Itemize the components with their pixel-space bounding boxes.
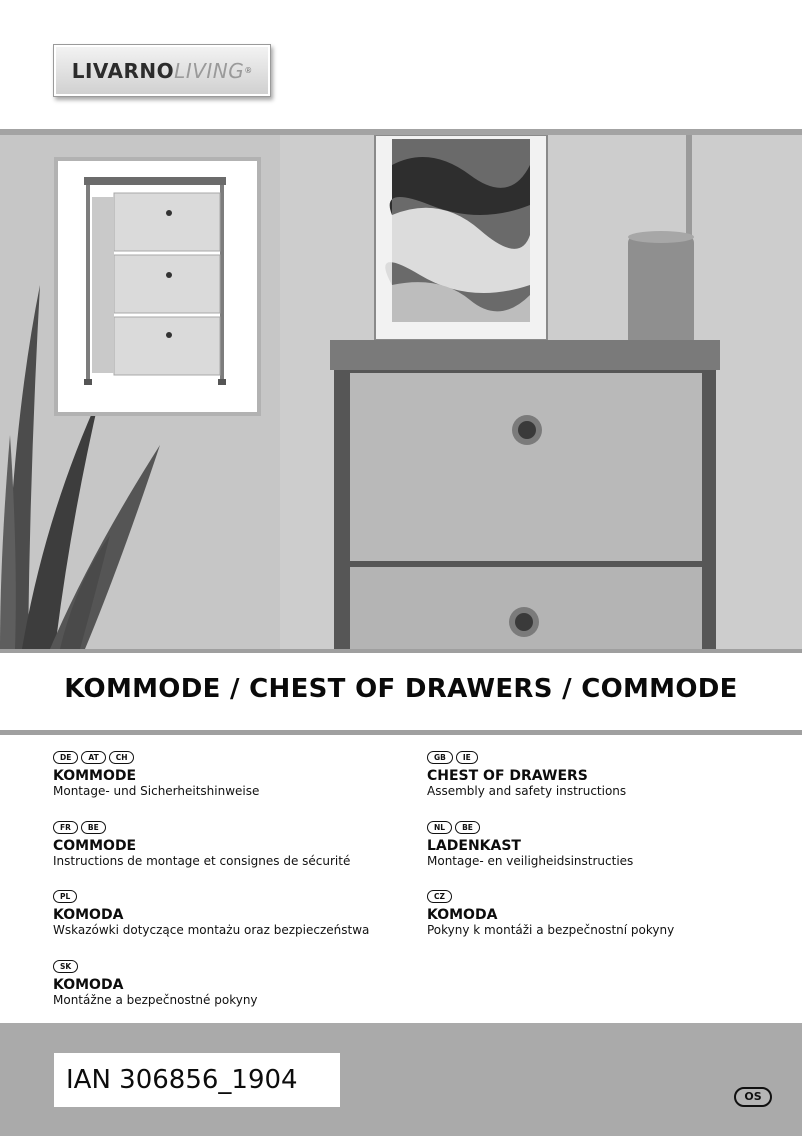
lang-block-cz [427, 890, 674, 938]
logo-secondary-text: LIVING [174, 58, 245, 83]
country-codes [427, 890, 674, 904]
lang-block-pl [53, 890, 369, 938]
country-code-badge: CH [109, 751, 135, 764]
product-name: CHEST OF DRAWERS [427, 768, 588, 784]
drawer-unit-illustration [58, 161, 257, 412]
country-code-badge: DE [53, 751, 78, 764]
ian-number-box: IAN 306856_1904 [54, 1053, 340, 1107]
country-code-badge: CZ [427, 890, 452, 903]
product-name: LADENKAST [427, 838, 521, 854]
region-badge: OS [734, 1087, 772, 1107]
instructions-subtitle: Wskazówki dotyczące montażu oraz bezpieczeństwa [53, 923, 370, 937]
country-code-badge: SK [53, 960, 78, 973]
country-codes [427, 821, 633, 835]
product-name: KOMODA [53, 977, 124, 993]
logo-primary-text: LIVARNO [71, 58, 175, 83]
country-code-badge: PL [53, 890, 77, 903]
product-inset-image [54, 157, 261, 416]
country-code-badge: AT [81, 751, 105, 764]
country-code-badge: BE [81, 821, 106, 834]
country-codes [53, 821, 350, 835]
registered-mark: ® [244, 66, 253, 75]
product-name: KOMODA [427, 907, 498, 923]
product-name: KOMODA [53, 907, 124, 923]
instructions-subtitle: Instructions de montage et consignes de sécurité [53, 854, 351, 868]
country-codes [53, 960, 258, 974]
instructions-subtitle: Pokyny k montáži a bezpečnostní pokyny [427, 923, 675, 937]
lang-block-de [53, 751, 259, 799]
lang-block-gb [427, 751, 626, 799]
lang-block-nl [427, 821, 633, 869]
lang-block-fr [53, 821, 350, 869]
brand-logo [53, 44, 271, 97]
instructions-subtitle: Montage- und Sicherheitshinweise [53, 784, 260, 798]
middle-divider-bar [0, 649, 802, 653]
lang-block-sk [53, 960, 258, 1008]
country-code-badge: FR [53, 821, 78, 834]
instructions-subtitle: Assembly and safety instructions [427, 784, 627, 798]
page-title: KOMMODE / CHEST OF DRAWERS / COMMODE [64, 674, 738, 704]
country-code-badge: GB [427, 751, 453, 764]
product-name: KOMMODE [53, 768, 137, 784]
country-codes [427, 751, 626, 765]
country-code-badge: BE [455, 821, 480, 834]
country-codes [53, 751, 259, 765]
lower-divider-bar [0, 730, 802, 735]
country-code-badge: NL [427, 821, 452, 834]
instructions-subtitle: Montage- en veiligheidsinstructies [427, 854, 634, 868]
instructions-subtitle: Montážne a bezpečnostné pokyny [53, 993, 258, 1007]
product-name: COMMODE [53, 838, 137, 854]
country-codes [53, 890, 369, 904]
country-code-badge: IE [456, 751, 478, 764]
